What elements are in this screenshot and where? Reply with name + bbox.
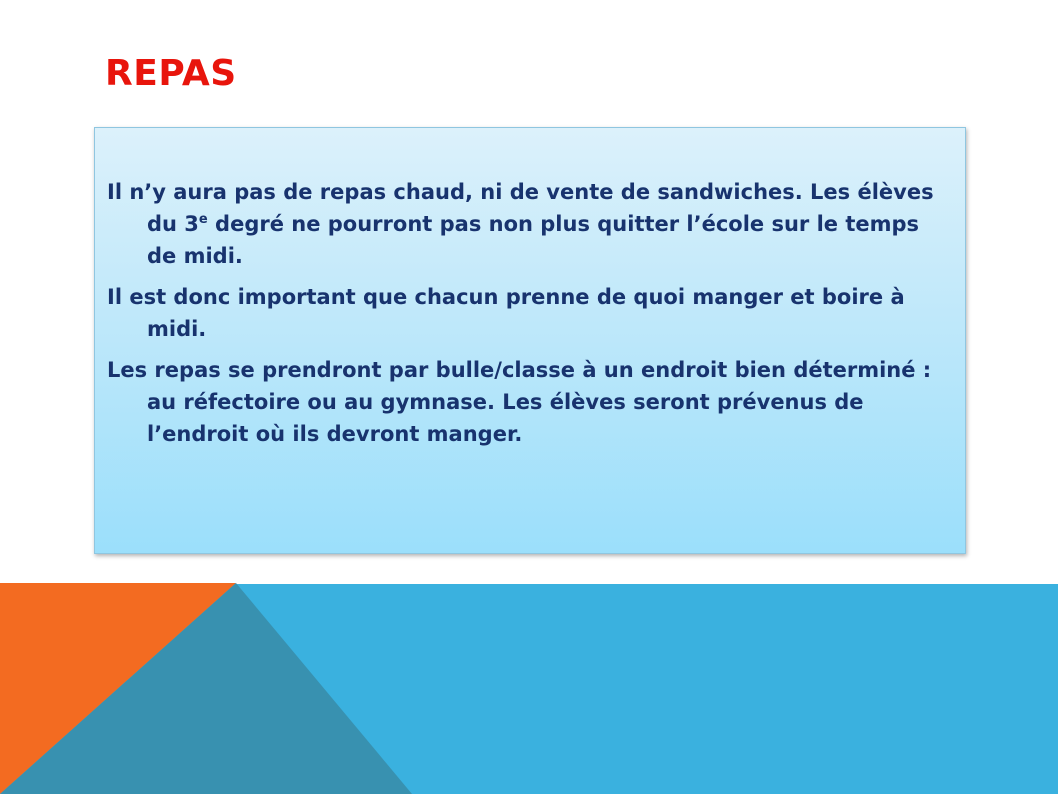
paragraph-text: Il n’y aura pas de repas chaud, ni de vente de sandwiches. Les élèves du 3 — [107, 180, 934, 236]
decorative-shapes — [0, 583, 1058, 794]
paragraph-meal-location: Les repas se prendront par bulle/classe à un endroit bien déterminé : au réfectoire ou au gymnase. Les élèves seront prévenus de l’endroit où ils devront manger. — [107, 358, 932, 446]
slide-title: REPAS — [105, 53, 237, 94]
paragraph-no-hot-meal — [107, 176, 945, 272]
content-box — [94, 127, 966, 554]
paragraph-text: degré ne pourront pas non plus quitter l’école sur le temps de midi. — [147, 212, 920, 268]
superscript-e: e — [198, 212, 208, 227]
paragraph-bring-food: Il est donc important que chacun prenne de quoi manger et boire à midi. — [107, 285, 905, 341]
